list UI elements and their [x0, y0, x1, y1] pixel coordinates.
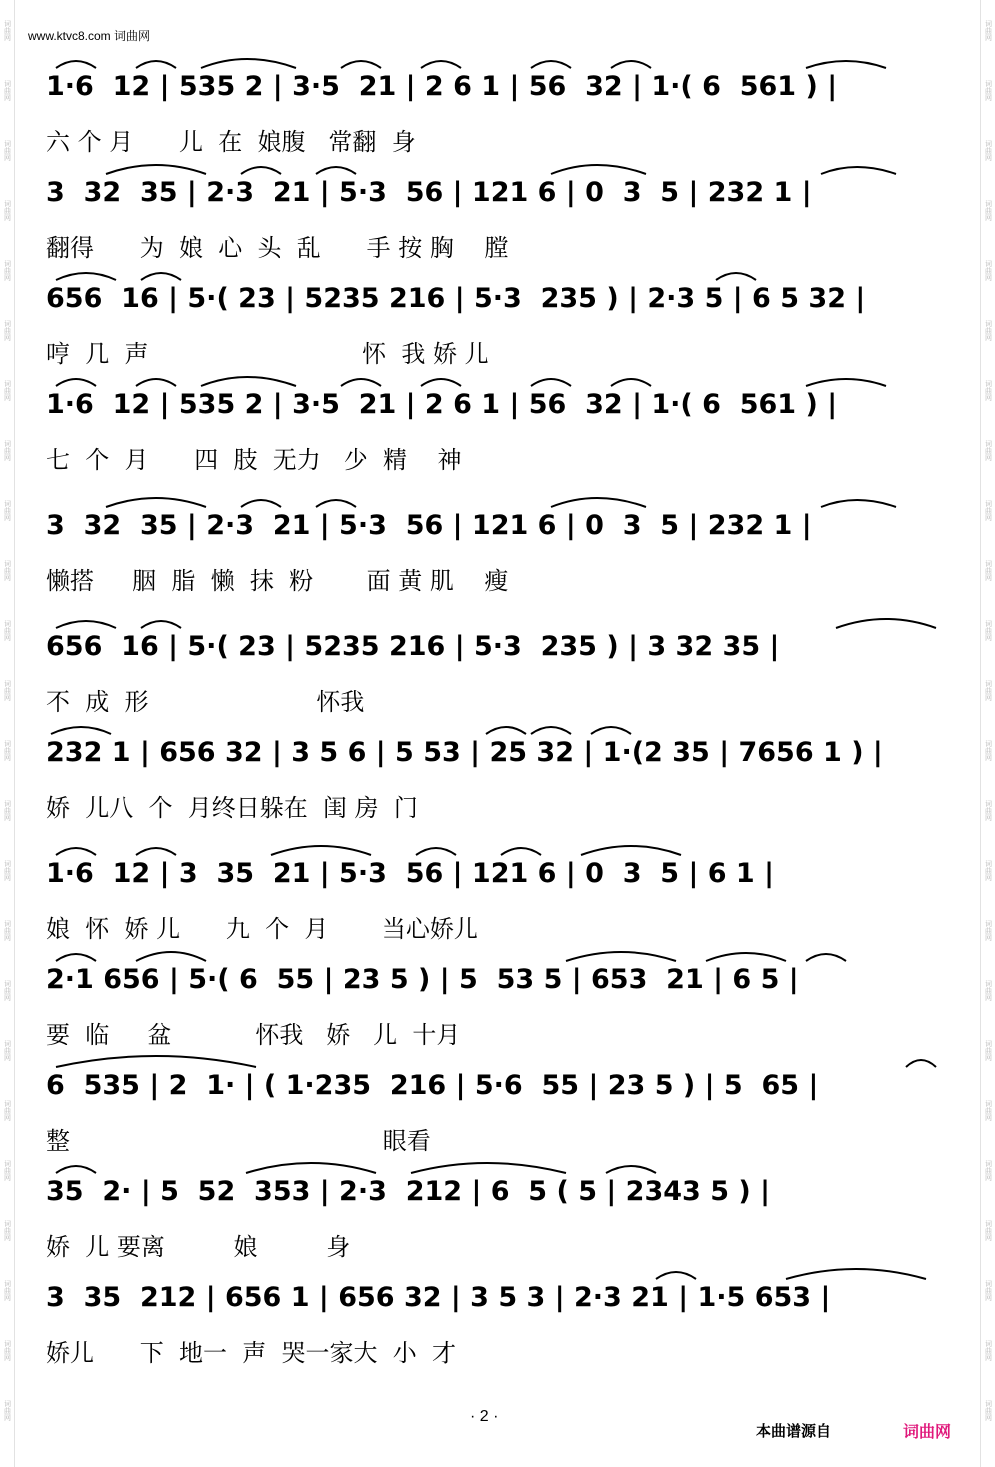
lyrics-line: 不 成 形 怀我	[46, 688, 365, 716]
watermark-text: 词曲网	[3, 19, 12, 41]
notation-line: 3 32 35 | 2·3 21 | 5·3 56 | 121 6 | 0 3 5 | 232 1 |	[46, 509, 812, 541]
score-system	[46, 264, 951, 370]
watermark-text: 词曲网	[984, 1339, 993, 1361]
score-system	[46, 839, 951, 945]
watermark-text: 词曲网	[984, 79, 993, 101]
watermark-text: 词曲网	[984, 919, 993, 941]
watermark-text: 词曲网	[3, 619, 12, 641]
page-number: · 2 ·	[470, 1408, 499, 1425]
score-system	[46, 1051, 951, 1157]
score-system	[46, 718, 951, 839]
score-system	[46, 370, 951, 491]
score-system	[46, 612, 951, 718]
score-system	[46, 158, 951, 264]
watermark-text: 词曲网	[984, 1099, 993, 1121]
brand-link[interactable]: 词曲网	[903, 1422, 952, 1441]
notation-line: 1·6 12 | 3 35 21 | 5·3 56 | 121 6 | 0 3 5 | 6 1 |	[46, 857, 774, 889]
watermark-text: 词曲网	[3, 259, 12, 281]
watermark-text: 词曲网	[3, 1099, 12, 1121]
watermark-text: 词曲网	[984, 679, 993, 701]
left-watermark-strip	[0, 0, 15, 1467]
score-system	[46, 52, 951, 158]
score-system	[46, 1263, 951, 1369]
lyrics-line: 娇 儿八 个 月终日躲在 闺 房 门	[46, 794, 418, 822]
notation-line: 3 32 35 | 2·3 21 | 5·3 56 | 121 6 | 0 3 5 | 232 1 |	[46, 176, 812, 208]
watermark-text: 词曲网	[984, 19, 993, 41]
watermark-text: 词曲网	[984, 1159, 993, 1181]
score-system	[46, 491, 951, 612]
watermark-text: 词曲网	[3, 1399, 12, 1421]
notation-line: 6 535 | 2 1· | ( 1·235 216 | 5·6 55 | 23 5 ) | 5 65 |	[46, 1069, 819, 1101]
lyrics-line: 整 眼看	[46, 1127, 431, 1155]
watermark-text: 词曲网	[3, 1279, 12, 1301]
score-system	[46, 1157, 951, 1263]
watermark-text: 词曲网	[984, 319, 993, 341]
watermark-text: 词曲网	[984, 1399, 993, 1421]
notation-line: 1·6 12 | 535 2 | 3·5 21 | 2 6 1 | 56 32 | 1·( 6 561 ) |	[46, 388, 838, 420]
site-url: www.ktvc8.com 词曲网	[28, 29, 151, 43]
lyrics-line: 娇 儿 要离 娘 身	[46, 1233, 351, 1261]
watermark-text: 词曲网	[3, 139, 12, 161]
watermark-text: 词曲网	[3, 859, 12, 881]
notation-line: 35 2· | 5 52 353 | 2·3 212 | 6 5 ( 5 | 2343 5 ) |	[46, 1175, 771, 1207]
jianpu-score	[46, 52, 951, 1369]
watermark-text: 词曲网	[3, 1219, 12, 1241]
watermark-text: 词曲网	[984, 559, 993, 581]
watermark-text: 词曲网	[984, 139, 993, 161]
lyrics-line: 哼 几 声 怀 我 娇 儿	[46, 340, 489, 368]
watermark-text: 词曲网	[984, 199, 993, 221]
notation-line: 232 1 | 656 32 | 3 5 6 | 5 53 | 25 32 | 1·(2 35 | 7656 1 ) |	[46, 736, 883, 768]
watermark-text: 词曲网	[3, 979, 12, 1001]
watermark-text: 词曲网	[984, 499, 993, 521]
lyrics-line: 懒搭 胭 脂 懒 抹 粉 面 黄 肌 瘦	[46, 567, 509, 595]
watermark-text: 词曲网	[984, 1219, 993, 1241]
watermark-text: 词曲网	[3, 919, 12, 941]
watermark-text: 词曲网	[984, 799, 993, 821]
watermark-text: 词曲网	[984, 1279, 993, 1301]
lyrics-line: 娘 怀 娇 儿 九 个 月 当心娇儿	[46, 915, 478, 943]
watermark-text: 词曲网	[3, 1039, 12, 1061]
lyrics-line: 要 临 盆 怀我 娇 儿 十月	[46, 1021, 461, 1049]
lyrics-line: 娇儿 下 地一 声 哭一家大 小 才	[46, 1339, 457, 1367]
watermark-text: 词曲网	[3, 739, 12, 761]
notation-line: 656 16 | 5·( 23 | 5235 216 | 5·3 235 ) | 3 32 35 |	[46, 630, 780, 662]
source-credit: 本曲谱源自	[756, 1422, 832, 1440]
watermark-text: 词曲网	[984, 619, 993, 641]
watermark-text: 词曲网	[3, 199, 12, 221]
lyrics-line: 七 个 月 四 肢 无力 少 精 神	[46, 446, 462, 474]
watermark-text: 词曲网	[984, 1039, 993, 1061]
notation-line: 656 16 | 5·( 23 | 5235 216 | 5·3 235 ) | 2·3 5 | 6 5 32 |	[46, 282, 866, 314]
lyrics-line: 六 个 月 儿 在 娘腹 常翻 身	[46, 128, 416, 156]
watermark-text: 词曲网	[984, 439, 993, 461]
watermark-text: 词曲网	[3, 79, 12, 101]
watermark-text: 词曲网	[3, 439, 12, 461]
notation-line: 2·1 656 | 5·( 6 55 | 23 5 ) | 5 53 5 | 653 21 | 6 5 |	[46, 963, 799, 995]
lyrics-line: 翻得 为 娘 心 头 乱 手 按 胸 膛	[46, 234, 509, 262]
watermark-text: 词曲网	[984, 979, 993, 1001]
watermark-text: 词曲网	[3, 379, 12, 401]
notation-line: 3 35 212 | 656 1 | 656 32 | 3 5 3 | 2·3 21 | 1·5 653 |	[46, 1281, 831, 1313]
watermark-text: 词曲网	[3, 799, 12, 821]
score-system	[46, 945, 951, 1051]
right-watermark-strip	[980, 0, 995, 1467]
watermark-text: 词曲网	[984, 739, 993, 761]
watermark-text: 词曲网	[984, 259, 993, 281]
watermark-text: 词曲网	[3, 1159, 12, 1181]
watermark-text: 词曲网	[984, 379, 993, 401]
watermark-text: 词曲网	[3, 499, 12, 521]
watermark-text: 词曲网	[3, 1339, 12, 1361]
watermark-text: 词曲网	[3, 679, 12, 701]
notation-line: 1·6 12 | 535 2 | 3·5 21 | 2 6 1 | 56 32 | 1·( 6 561 ) |	[46, 70, 838, 102]
watermark-text: 词曲网	[3, 559, 12, 581]
watermark-text: 词曲网	[3, 319, 12, 341]
watermark-text: 词曲网	[984, 859, 993, 881]
